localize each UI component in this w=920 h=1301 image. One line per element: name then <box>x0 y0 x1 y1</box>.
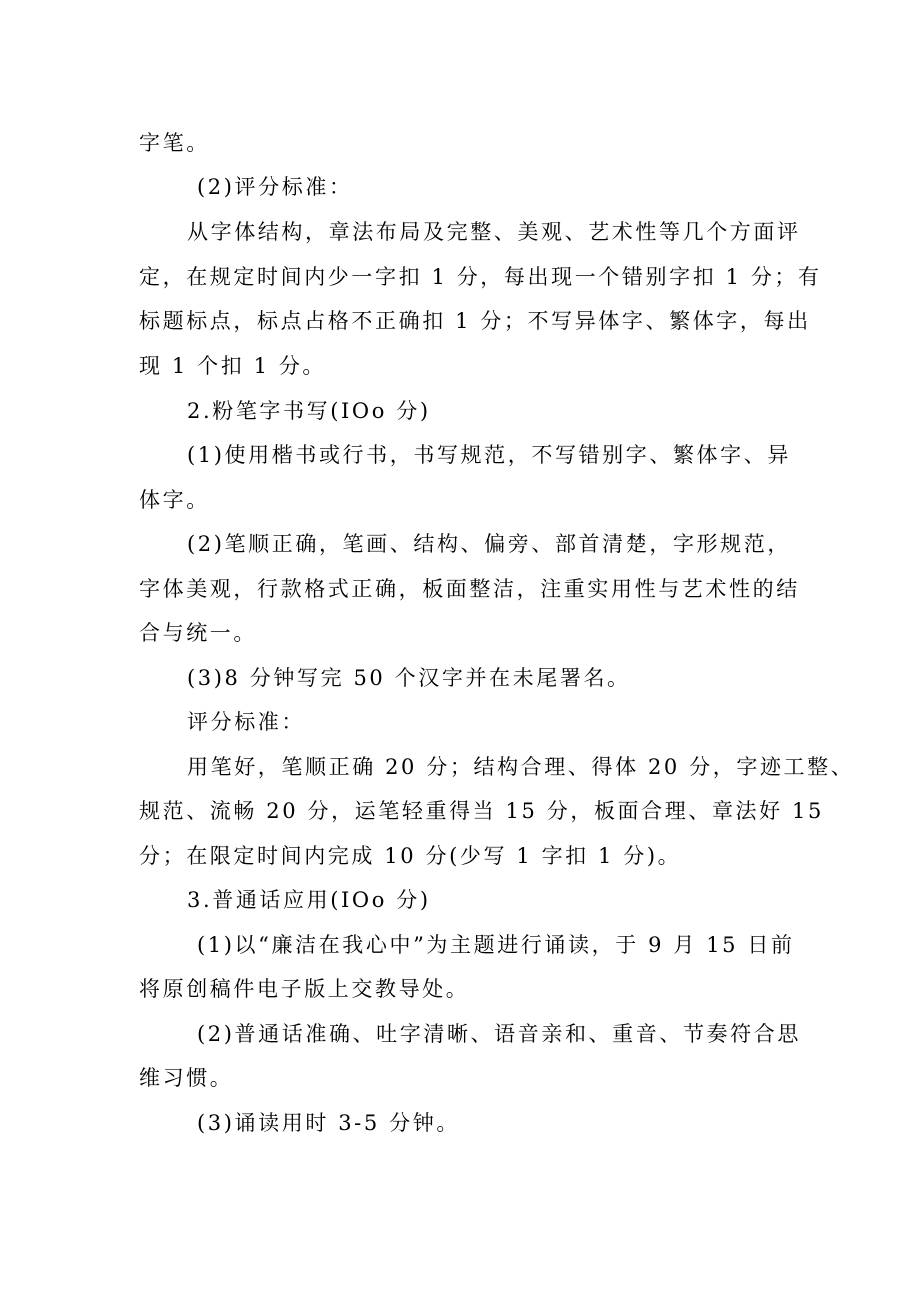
paragraph-line: 从字体结构，章法布局及完整、美观、艺术性等几个方面评 <box>187 220 801 244</box>
text-line-continuation: 字笔。 <box>139 131 210 155</box>
paragraph-line: 定，在规定时间内少一字扣 1 分，每出现一个错别字扣 1 分；有 <box>139 265 822 289</box>
paragraph-line: (2)笔顺正确，笔画、结构、偏旁、部首清楚，字形规范， <box>187 532 791 556</box>
paragraph-line: (2)普通话准确、吐字清晰、语音亲和、重音、节奏符合思 <box>197 1022 801 1046</box>
section-heading-chalk-writing: 2.粉笔字书写(IOo 分) <box>187 399 431 423</box>
paragraph-line: (1)使用楷书或行书，书写规范，不写错别字、繁体字、异 <box>187 443 791 467</box>
paragraph-line: 分；在限定时间内完成 10 分(少写 1 字扣 1 分)。 <box>139 844 682 868</box>
paragraph-line: 标题标点，标点占格不正确扣 1 分；不写异体字、繁体字，每出 <box>139 309 811 333</box>
paragraph-line: 将原创稿件电子版上交教导处。 <box>139 977 470 1001</box>
paragraph-line: (3)诵读用时 3-5 分钟。 <box>197 1111 460 1135</box>
paragraph-line: 合与统一。 <box>139 621 257 645</box>
paragraph-line: 字体美观，行款格式正确，板面整洁，注重实用性与艺术性的结 <box>139 577 800 601</box>
paragraph-line: 规范、流畅 20 分，运笔轻重得当 15 分，板面合理、章法好 15 <box>139 799 824 823</box>
paragraph-line: 用笔好，笔顺正确 20 分；结构合理、得体 20 分，字迹工整、 <box>187 755 855 779</box>
paragraph-line: 现 1 个扣 1 分。 <box>139 354 327 378</box>
subheading-scoring-standard: (2)评分标准： <box>197 175 353 199</box>
paragraph-line: (3)8 分钟写完 50 个汉字并在未尾署名。 <box>187 666 631 690</box>
paragraph-line: 体字。 <box>139 488 210 512</box>
paragraph-line: 维习惯。 <box>139 1066 234 1090</box>
subheading-scoring-standard: 评分标准： <box>187 710 305 734</box>
paragraph-line: (1)以“廉洁在我心中”为主题进行诵读，于 9 月 15 日前 <box>197 933 795 957</box>
section-heading-mandarin: 3.普通话应用(IOo 分) <box>187 888 431 912</box>
